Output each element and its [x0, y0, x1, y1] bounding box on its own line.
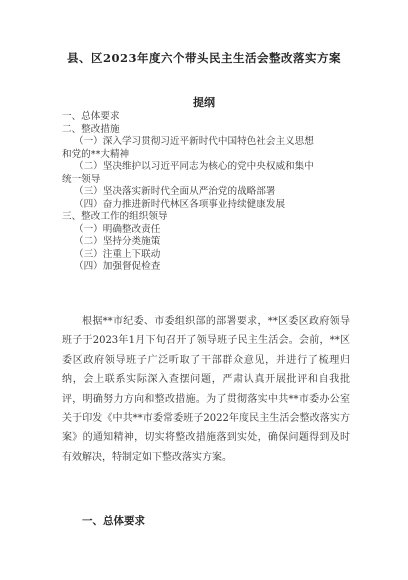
outline-item: （二）坚持分类施策	[74, 236, 161, 247]
outline-item: （四）加强督促检查	[74, 261, 161, 272]
body-paragraph: 根据**市纪委、市委组织部的部署要求，**区委区政府领导班子于2023年1月下旬召开了领导班子民主生活会。会前，**区委区政府领导班子广泛听取了干部群众意见，并进行了梳理归纳，会上联系实际深入查摆问题，严肃认真开展批评和自我批评，明确努力方向和整改措施。为了贯彻落实中共**市委办公室关于印发《中共**市委常委班子2022年度民主生活会整改落实方案》的通知精神，切实将整改措施落到实处，确保问题得到及时有效解决，特制定如下整改落实方案。	[62, 316, 350, 463]
outline-item: （二）坚决维护以习近平同志为核心的党中央权威和集中	[74, 161, 314, 172]
outline-item: （三）坚决落实新时代全面从严治党的战略部署	[74, 186, 276, 197]
outline-item-continuation: 统一领导	[62, 173, 101, 185]
section-heading: 一、总体要求	[82, 515, 145, 527]
outline-item: （四）奋力推进新时代林区各项事业持续健康发展	[74, 198, 286, 210]
outline-item: 三、整改工作的组织领导	[62, 211, 168, 222]
outline-item-continuation: 和党的**大精神	[62, 148, 130, 160]
outline-heading: 提纲	[193, 96, 215, 109]
outline-list	[62, 111, 362, 274]
document-body	[62, 312, 350, 467]
outline-item: （三）注重上下联动	[74, 248, 161, 260]
outline-item: 一、总体要求	[62, 111, 120, 122]
document-title: 县、区2023年度六个带头民主生活会整改落实方案	[66, 51, 341, 65]
outline-item: （一）深入学习贯彻习近平新时代中国特色社会主义思想	[74, 136, 314, 147]
outline-item: 二、整改措施	[62, 123, 120, 135]
outline-item: （一）明确整改责任	[74, 223, 161, 235]
